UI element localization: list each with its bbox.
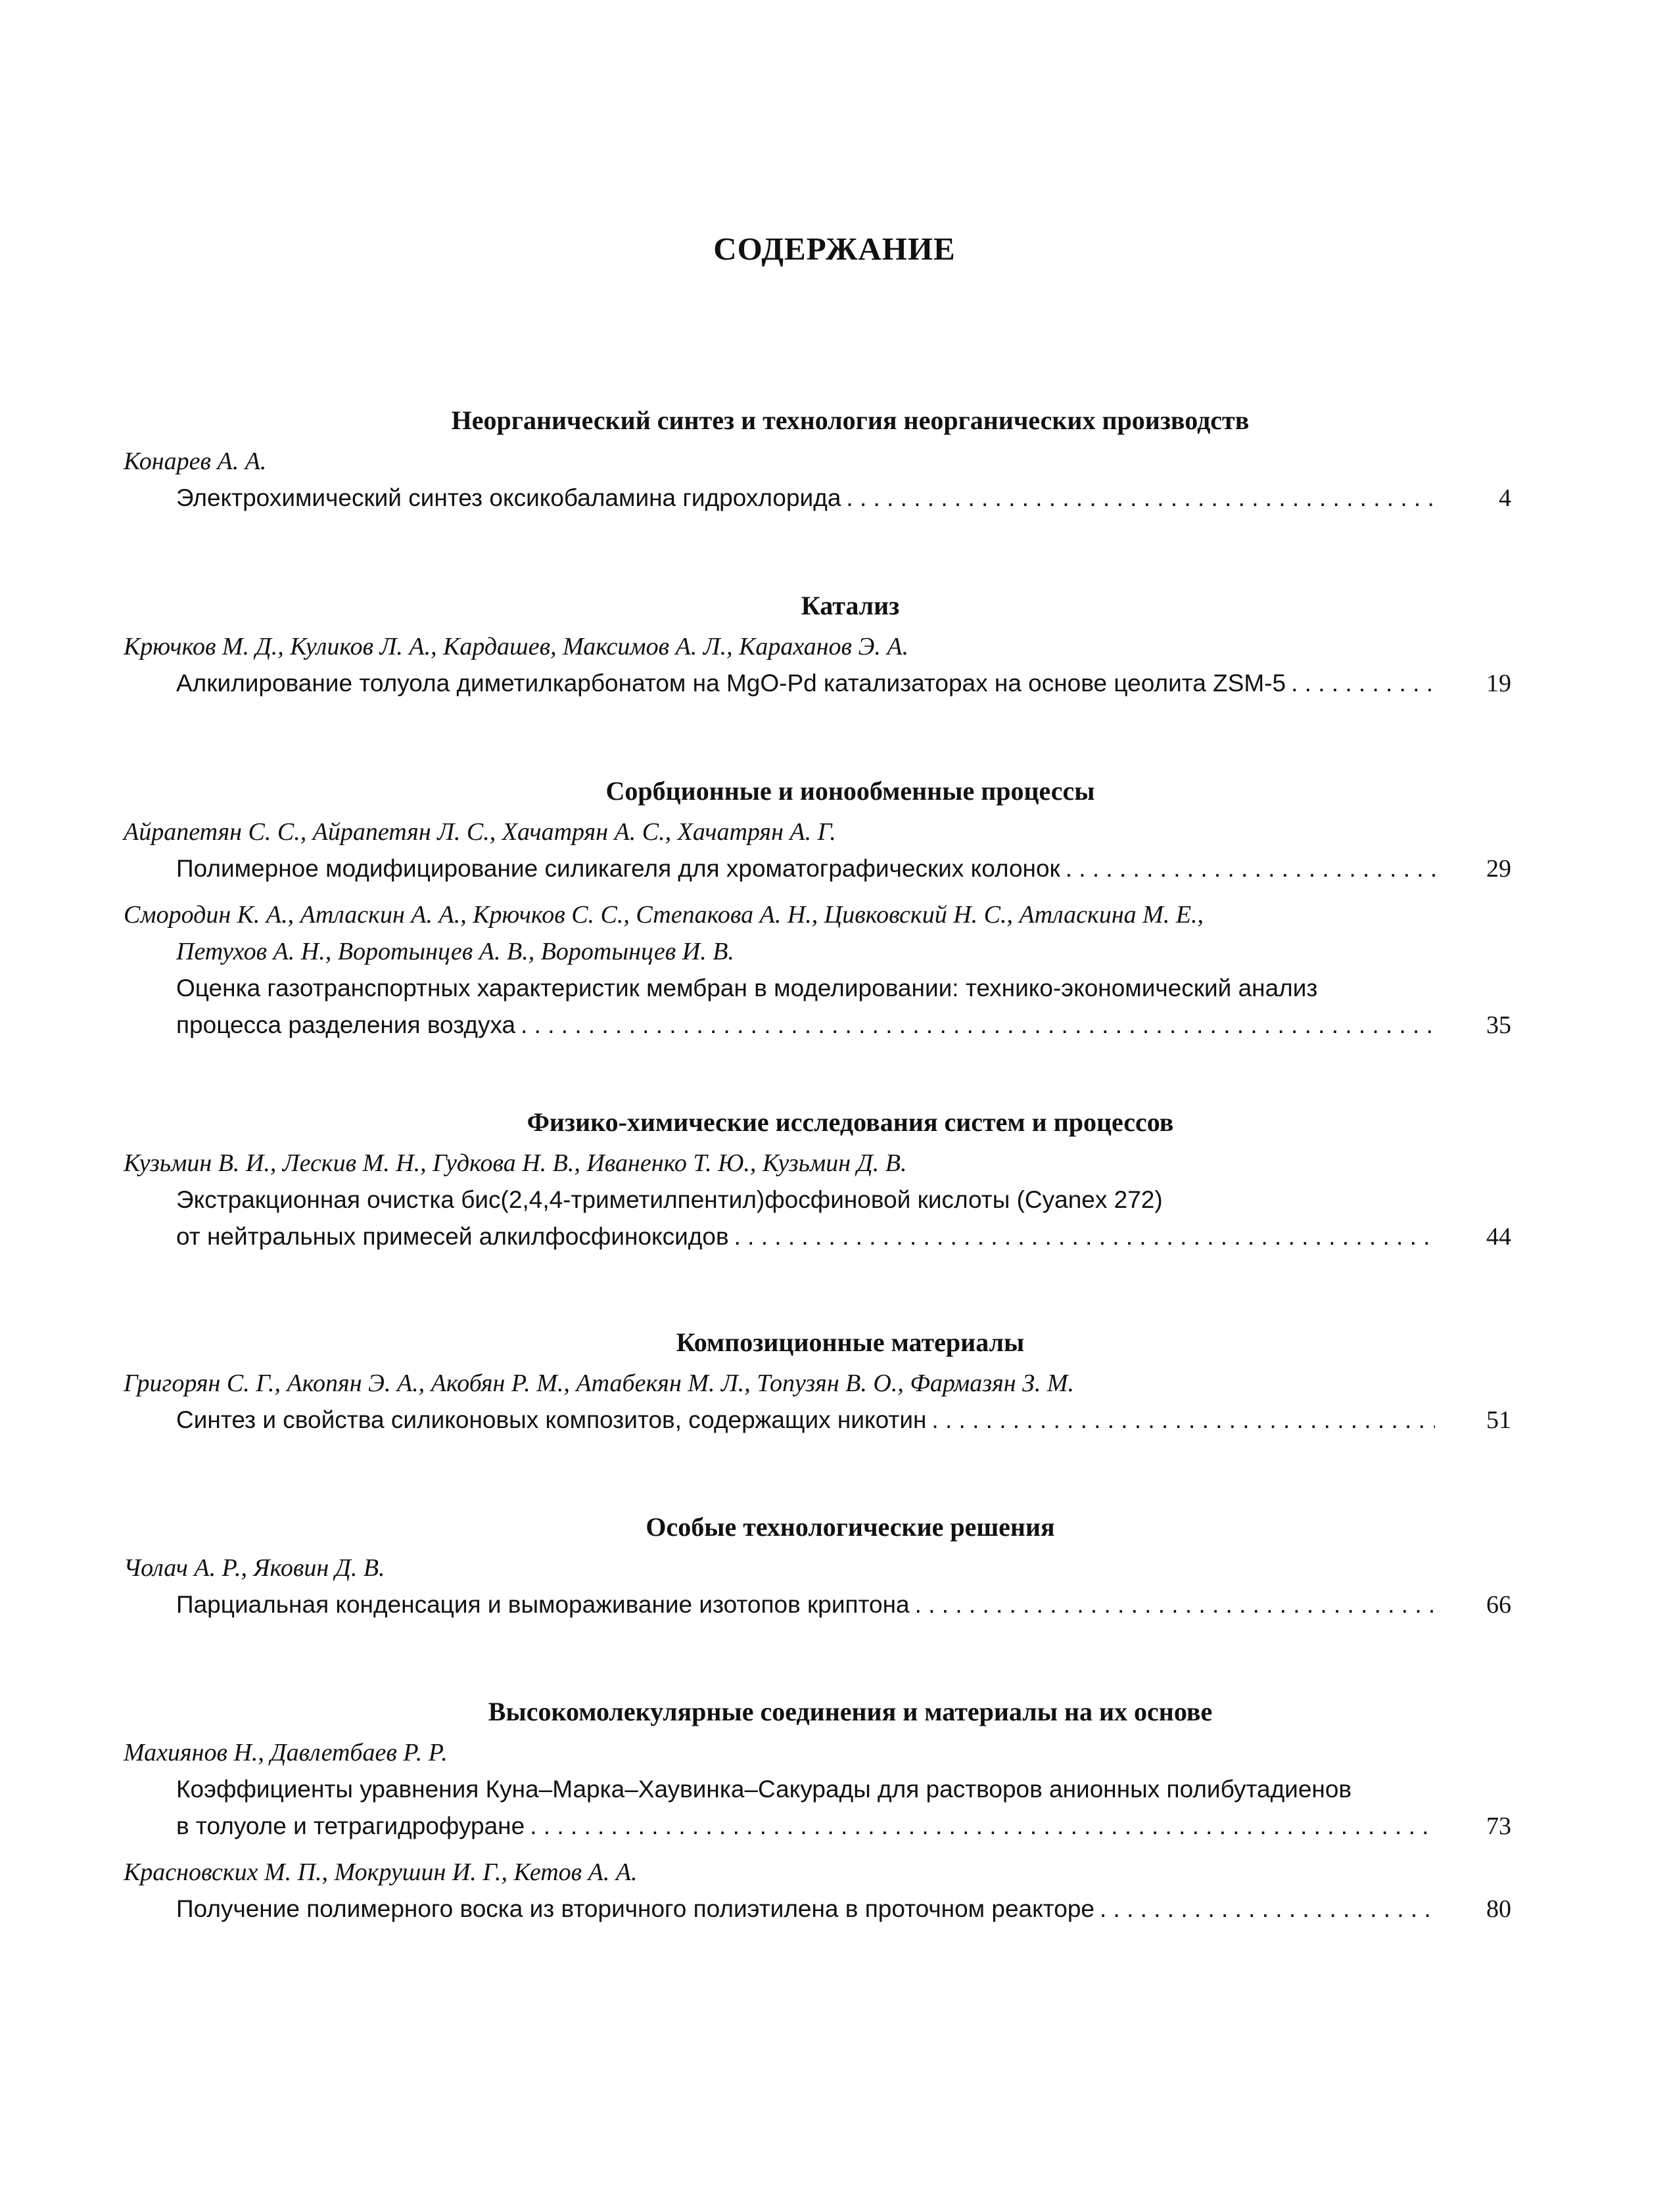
entry-authors: Крючков М. Д., Куликов Л. А., Кардашев, Максимов А. Л., Караханов Э. А. [124,633,909,660]
toc-entry[interactable] [124,1734,1511,1845]
entry-authors: Кузьмин В. И., Лескив М. Н., Гудкова Н. В., Иваненко Т. Ю., Кузьмин Д. В. [124,1149,907,1177]
page-number: 73 [1486,1812,1511,1840]
dot-leader [1066,850,1435,887]
entry-title-line [124,480,1511,517]
dot-leader [915,1586,1435,1623]
dot-leader [1291,665,1435,702]
page-number: 44 [1486,1223,1511,1251]
page-number: 29 [1486,855,1511,883]
entry-title: Полимерное модифицирование силикагеля для хроматографических колонок [176,855,1060,882]
toc-section [124,588,1511,711]
toc-section [124,402,1511,526]
entry-authors: Григорян С. Г., Акопян Э. А., Акобян Р. М., Атабекян М. Л., Топузян В. О., Фармазян З. М. [124,1370,1075,1397]
entry-title: Парциальная конденсация и вымораживание изотопов криптона [176,1591,910,1618]
entry-title: Получение полимерного воска из вторичного полиэтилена в проточном реакторе [176,1895,1094,1922]
toc-entry[interactable] [124,1854,1511,1927]
page-number: 80 [1486,1895,1511,1923]
section-heading: Катализ [801,591,900,620]
section-heading: Высокомолекулярные соединения и материалы на их основе [488,1697,1213,1726]
entry-authors: Красновских М. П., Мокрушин И. Г., Кетов А. А. [124,1858,638,1886]
section-heading: Физико-химические исследования систем и процессов [527,1107,1174,1137]
entry-title-line [124,1891,1511,1927]
entry-title-line [124,665,1511,702]
section-heading: Особые технологические решения [646,1512,1055,1542]
toc-entry[interactable] [124,1550,1511,1623]
dot-leader [530,1808,1435,1845]
section-heading: Неорганический синтез и технология неорганических производств [451,405,1250,435]
entry-title: Оценка газотранспортных характеристик мембран в моделировании: технико-экономический анализ [176,975,1318,1002]
page-number: 4 [1499,484,1511,512]
toc-section [124,1324,1511,1448]
entry-title: Экстракционная очистка бис(2,4,4-триметилпентил)фосфиновой кислоты (Cyanex 272) [176,1186,1163,1213]
toc-entry[interactable] [124,628,1511,702]
page-number: 19 [1486,670,1511,697]
entry-title-end: в толуоле и тетрагидрофуране [176,1812,525,1839]
section-heading: Сорбционные и ионообменные процессы [605,776,1095,806]
dot-leader [846,480,1435,517]
entry-title-line [124,1808,1511,1845]
dot-leader [521,1007,1435,1044]
toc-entry[interactable] [124,1365,1511,1439]
section-heading: Композиционные материалы [676,1327,1025,1357]
dot-leader [931,1402,1435,1439]
entry-authors: Конарев А. А. [124,448,267,475]
toc-section [124,773,1511,1053]
toc-entry[interactable] [124,443,1511,517]
toc-entry[interactable] [124,814,1511,887]
entry-title: Алкилирование толуола диметилкарбонатом на MgO-Pd катализаторах на основе цеолита ZSM-5 [176,670,1286,697]
toc-section [124,1509,1511,1632]
entry-title-line [124,1218,1511,1255]
page-title: СОДЕРЖАНИЕ [713,231,956,267]
dot-leader [734,1218,1435,1255]
entry-authors: Махиянов Н., Давлетбаев Р. Р. [124,1739,448,1766]
page-number: 66 [1486,1591,1511,1619]
entry-title-end: от нейтральных примесей алкилфосфиноксидов [176,1223,729,1250]
entry-title: Электрохимический синтез оксикобаламина гидрохлорида [176,484,841,511]
entry-title-line [124,1007,1511,1044]
entry-title-line [124,1402,1511,1439]
toc-section [124,1694,1511,1937]
entry-title-end: процесса разделения воздуха [176,1011,516,1038]
entry-title: Коэффициенты уравнения Куна–Марка–Хаувинка–Сакурады для растворов анионных полибутадиенов [176,1776,1352,1803]
entry-authors: Айрапетян С. С., Айрапетян Л. С., Хачатрян А. С., Хачатрян А. Г. [124,818,836,846]
toc-entry[interactable] [124,1145,1511,1255]
entry-title-line [124,850,1511,887]
entry-title: Синтез и свойства силиконовых композитов, содержащих никотин [176,1406,927,1433]
toc-section [124,1104,1511,1264]
toc-entry[interactable] [124,896,1511,1044]
entry-authors: Чолач А. Р., Яковин Д. В. [124,1554,385,1582]
page-number: 51 [1486,1406,1511,1434]
entry-authors: Смородин К. А., Атласкин А. А., Крючков С. С., Степакова А. Н., Цивковский Н. С., Атласкина М. Е., [124,901,1204,929]
dot-leader [1100,1891,1435,1927]
page-number: 35 [1486,1011,1511,1039]
entry-authors-continued: Петухов А. Н., Воротынцев А. В., Воротынцев И. В. [176,938,734,965]
entry-title-line [124,1586,1511,1623]
